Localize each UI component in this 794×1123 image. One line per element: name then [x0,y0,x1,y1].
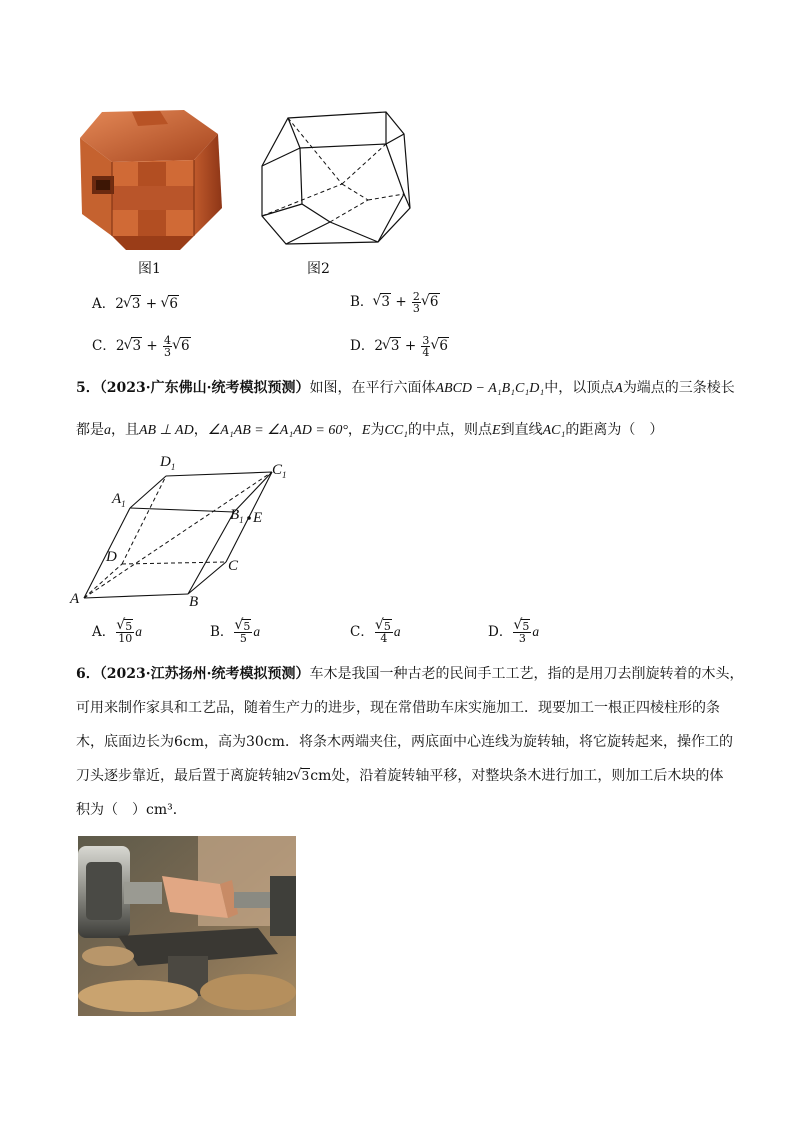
q6-stem-line-4: 刀头逐步靠近，最后置于离旋转轴2√ 3cm处，沿着旋转轴平移，对整块条木进行加工，则加工后木块的体 [76,766,723,786]
q6-stem-line-3: 木，底面边长为6cm，高为30cm．将条木两端夹住，两底面中心连线为旋转轴，将它旋转起来，操作工的 [76,734,733,750]
figure-1-wooden-puzzle-photo [72,104,228,252]
q5-label-a: A [70,591,80,607]
q5-label-c1: $C_1$ [272,462,287,480]
q4-option-b: B．√ 3 + $\frac{2}{3}$ √ 6 [350,290,440,318]
q4-option-a: A．2√ 3 + √ 6 [92,292,179,316]
q5-stem-line-2: 都是a，且AB ⊥ AD，∠A₁AB = ∠A₁AD = 60°，E为CC₁的中点，则点E到直线AC₁的距离为（ ） [76,422,664,438]
q4-option-d: D．2√ 3 + $\frac{3}{4}$ √ 6 [350,334,449,362]
q5-option-d: D． √ $\frac{5}{3}$ a [488,620,539,652]
q6-stem-line-2: 可用来制作家具和工艺品，随着生产力的进步，现在常借助车床实施加工．现要加工一根正四棱柱形的条 [76,700,720,716]
q5-option-c: C． √ $\frac{5}{4}$ a [350,620,401,652]
q6-stem-line-1: 6．（2023·江苏扬州·统考模拟预测）车木是我国一种古老的民间手工工艺，指的是用刀去削旋转着的木头， [76,666,744,682]
q5-option-b: B． √ $\frac{5}{5}$ a [210,620,260,652]
figure-1-caption: 图1 [138,261,161,277]
q5-label-b: B [189,594,199,610]
q5-label-c: C [228,558,239,574]
q5-parallelepiped-figure [66,452,306,614]
q6-lathe-photo [78,836,296,1016]
q5-label-d: D [106,549,117,565]
q5-label-d1: $D_1$ [160,454,176,472]
q5-label-b1: $B_1$ [230,507,244,525]
q5-stem-line-1: 5．（2023·广东佛山·统考模拟预测）如图，在平行六面体ABCD − A₁B₁C₁D₁中，以顶点A为端点的三条棱长 [76,380,735,396]
q4-option-c: C．2√ 3 + $\frac{4}{3}$ √ 6 [92,334,191,362]
figure-2-polyhedron-drawing [258,104,414,252]
q5-label-e: E [253,510,263,526]
q5-option-a: A． √ $\frac{5}{10}$ a [92,620,142,652]
figure-2-caption: 图2 [307,261,330,277]
q5-label-a1: $A_1$ [112,491,126,509]
q6-stem-line-5: 积为（ ）cm³． [76,802,187,818]
